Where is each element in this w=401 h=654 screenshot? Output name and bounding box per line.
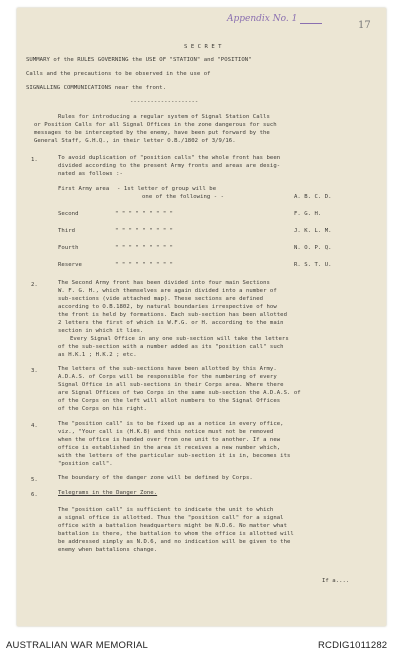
para-1-line: To avoid duplication of "position calls" the whole front has been bbox=[58, 155, 281, 161]
divider-rule: -------------------- bbox=[130, 99, 199, 105]
army-ditto-marks: " " " " " " " " " bbox=[115, 228, 174, 234]
para-1-line: nated as follows :- bbox=[58, 171, 123, 177]
army-label-reserve: Reserve bbox=[58, 262, 82, 268]
army-ditto-marks: " " " " " " " " " bbox=[115, 245, 174, 251]
stamp-number: 1 bbox=[291, 14, 298, 24]
para-2-line: of the sub-section with a number added as its "position call" such bbox=[58, 344, 284, 350]
para-4-line: with the letters of the particular sub-section it is in, becomes its bbox=[58, 453, 291, 459]
section-heading-danger-zone: Telegrams in the Danger Zone. bbox=[58, 490, 158, 496]
para-4-line: "position call". bbox=[58, 461, 113, 467]
para-3-line: Signal Office in all sub-sections in their Corps area. Where there bbox=[58, 382, 284, 388]
para-3-line: of the Corps on the left will allot numbers to the Signal Offices bbox=[58, 398, 281, 404]
summary-line-2: Calls and the precautions to be observed in the use of bbox=[26, 71, 211, 77]
para-number-2: 2. bbox=[31, 282, 38, 288]
para-3-line: of the Corps on his right. bbox=[58, 406, 147, 412]
para-3-line: The letters of the sub-sections have been allotted by this Army. bbox=[58, 366, 277, 372]
army-label-second: Second bbox=[58, 211, 79, 217]
para-6-line: The "position call" is sufficient to indicate the unit to which bbox=[58, 507, 274, 513]
para-4-line: viz., "Your call is (H.K.8) and this notice must not be removed bbox=[58, 429, 274, 435]
para-number-6: 6. bbox=[31, 492, 38, 498]
para-2-line: according to O.B.1802, by natural boundaries irrespective of how bbox=[58, 304, 277, 310]
para-3-line: are Signal Offices of two Corps in the same sub-section the A.D.A.S. of bbox=[58, 390, 301, 396]
para-2-line: sub-sections (vide attached map). These sections are defined bbox=[58, 296, 264, 302]
intro-line: Rules for introducing a regular system of Signal Station Calls bbox=[58, 114, 270, 120]
para-number-5: 5. bbox=[31, 477, 38, 483]
para-6-line: office with a battalion headquarters might be N.D.6. No matter what bbox=[58, 523, 287, 529]
para-6-line: be addressed simply as N.D.6, and no indication will be given to the bbox=[58, 539, 291, 545]
continued-marker: If a.... bbox=[322, 578, 350, 584]
army-letters-reserve: R. S. T. U. bbox=[294, 262, 332, 268]
army-letters-second: F. G. H. bbox=[294, 211, 322, 217]
para-2-line: W. F. G. H., which themselves are again divided into a number of bbox=[58, 288, 277, 294]
para-2-line: Every Signal Office in any one sub-section will take the letters bbox=[70, 336, 289, 342]
army-first-letters: A. B. C. D. bbox=[294, 194, 332, 200]
para-6-line: enemy when battalions change. bbox=[58, 547, 158, 553]
army-first-text: - 1st letter of group will be bbox=[117, 186, 217, 192]
army-label-first: First Army area bbox=[58, 186, 110, 192]
appendix-stamp bbox=[227, 14, 297, 24]
summary-line-1: SUMMARY of the RULES GOVERNING the USE OF "STATION" and "POSITION" bbox=[26, 57, 252, 63]
army-label-third: Third bbox=[58, 228, 76, 234]
para-number-3: 3. bbox=[31, 368, 38, 374]
para-6-line: battalion is there, the battalion to whom the office is allotted will bbox=[58, 531, 294, 537]
army-ditto-marks: " " " " " " " " " bbox=[115, 211, 174, 217]
para-number-1: 1. bbox=[31, 157, 38, 163]
army-letters-fourth: N. O. P. Q. bbox=[294, 245, 332, 251]
stamp-underline bbox=[300, 23, 322, 24]
para-4-line: office is established in the area it receives a new number which, bbox=[58, 445, 281, 451]
page-number: 17 bbox=[358, 20, 371, 31]
para-6-line: a signal office is allotted. Thus the "position call" for a signal bbox=[58, 515, 284, 521]
intro-line: General Staff, G.H.Q., in their letter O.B./1802 of 3/9/16. bbox=[34, 138, 236, 144]
intro-line: or Position Calls for all Signal Offices in the zone dangerous for such bbox=[34, 122, 277, 128]
para-5-line: The boundary of the danger zone will be defined by Corps. bbox=[58, 475, 253, 481]
army-label-fourth: Fourth bbox=[58, 245, 79, 251]
footer-archive-name: AUSTRALIAN WAR MEMORIAL bbox=[6, 640, 149, 651]
para-4-line: when the office is handed over from one unit to another. If a new bbox=[58, 437, 281, 443]
para-2-line: 2 letters the first of which is W.F.G. or H. according to the main bbox=[58, 320, 284, 326]
stamp-text: Appendix No. bbox=[227, 14, 289, 24]
army-first-text-2: one of the following - - bbox=[142, 194, 225, 200]
para-1-line: divided according to the present Army fronts and areas are desig- bbox=[58, 163, 281, 169]
army-ditto-marks: " " " " " " " " " bbox=[115, 262, 174, 268]
para-2-line: The Second Army front has been divided into four main Sections bbox=[58, 280, 270, 286]
para-2-line: as H.K.1 ; H.K.2 ; etc. bbox=[58, 352, 137, 358]
footer-item-id: RCDIG1011282 bbox=[318, 640, 388, 651]
army-letters-third: J. K. L. M. bbox=[294, 228, 332, 234]
para-2-line: section in which it lies. bbox=[58, 328, 144, 334]
para-4-line: The "position call" is to be fixed up as a notice in every office, bbox=[58, 421, 284, 427]
para-3-line: A.D.A.S. of Corps will be responsible for the numbering of every bbox=[58, 374, 277, 380]
intro-line: messages to be intercepted by the enemy, have been put forward by the bbox=[34, 130, 270, 136]
para-number-4: 4. bbox=[31, 423, 38, 429]
para-2-line: the front is held by formations. Each sub-section has been allotted bbox=[58, 312, 287, 318]
secret-heading: S E C R E T bbox=[184, 44, 222, 50]
summary-line-3: SIGNALLING COMMUNICATIONS near the front. bbox=[26, 85, 167, 91]
